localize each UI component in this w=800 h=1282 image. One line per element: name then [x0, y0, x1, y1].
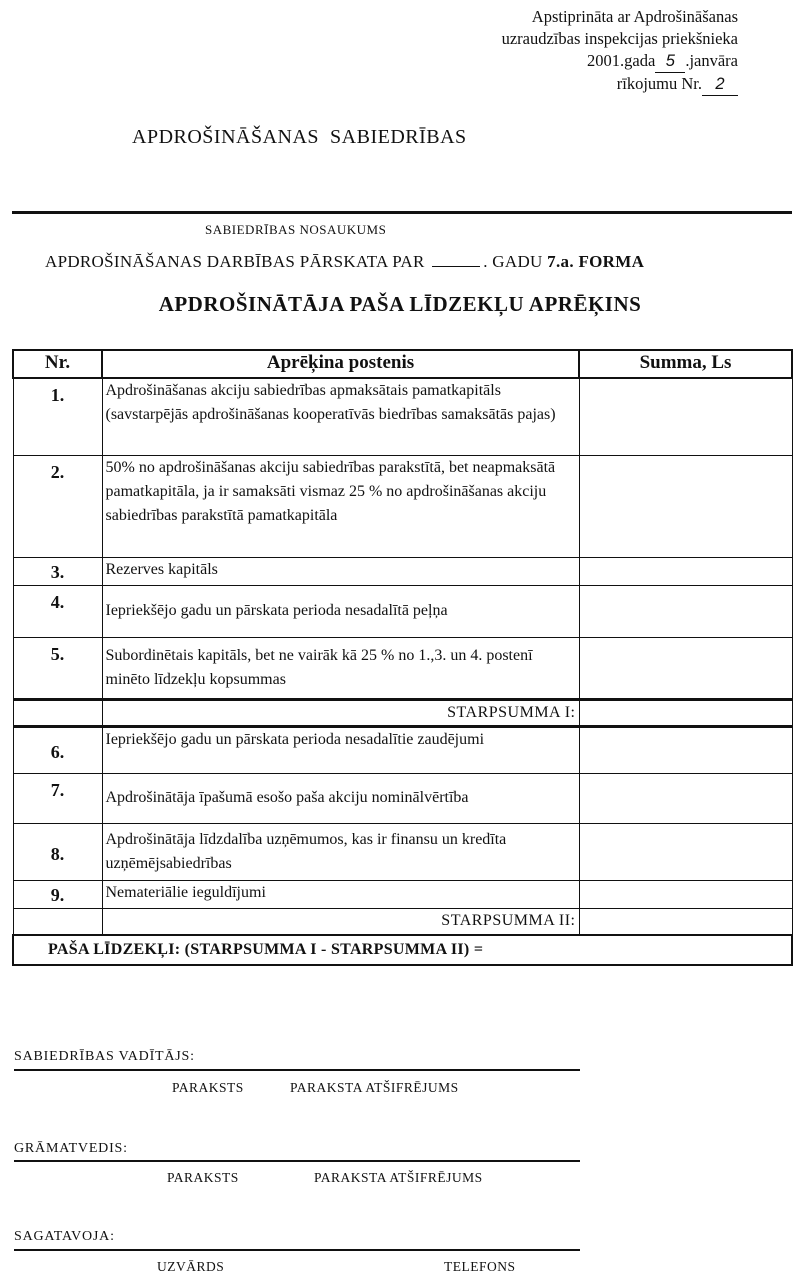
row-text: Iepriekšējo gadu un pārskata perioda nesadalītā peļņa	[102, 585, 579, 637]
report-line	[45, 252, 644, 272]
row-number: 9.	[13, 880, 102, 908]
calculation-table	[12, 349, 793, 966]
approval-month: .janvāra	[685, 51, 738, 70]
preparer-phone-caption: TELEFONS	[444, 1259, 516, 1274]
form-number: 7.a.	[547, 252, 574, 271]
approval-year: 2001.gada	[587, 51, 656, 70]
approval-line-1: Apstiprināta ar Apdrošināšanas	[531, 7, 738, 26]
approval-day-field: 5	[655, 50, 685, 73]
head-signature-label: SABIEDRĪBAS VADĪTĀJS:	[14, 1049, 195, 1064]
table-row	[13, 726, 792, 773]
approval-order-prefix: rīkojumu Nr.	[616, 74, 702, 93]
accountant-signature-label: GRĀMATVEDIS:	[14, 1141, 128, 1156]
table-row	[13, 880, 792, 908]
form-word: FORMA	[578, 252, 645, 271]
table-row	[13, 557, 792, 585]
sum-cell-2[interactable]	[579, 455, 792, 557]
row-text: Nemateriālie ieguldījumi	[102, 880, 579, 908]
row-text: Apdrošinātāja līdzdalība uzņēmumos, kas ir finansu un kredīta uzņēmējsabiedrības	[102, 823, 579, 880]
subtotal-1-empty	[13, 699, 102, 726]
subtotal-2-cell[interactable]	[579, 908, 792, 935]
head-signature-line[interactable]	[14, 1069, 580, 1071]
approval-order-line	[440, 73, 738, 96]
subtotal-2-row	[13, 908, 792, 935]
total-row	[13, 935, 792, 965]
table-row	[13, 585, 792, 637]
accountant-signature-line[interactable]	[14, 1160, 580, 1162]
approval-block	[440, 6, 738, 96]
row-text: 50% no apdrošināšanas akciju sabiedrības parakstītā, bet neapmaksātā pamatkapitāla, ja ir samaksāti vismaz 25 % no apdrošināšanas akciju sabiedrības parakstītā pamatkapitāla	[102, 455, 579, 557]
row-text: Apdrošinātāja īpašumā esošo paša akciju nominālvērtība	[102, 773, 579, 823]
accountant-signature-caption: PARAKSTS	[167, 1170, 239, 1185]
row-number: 4.	[13, 585, 102, 637]
sum-cell-8[interactable]	[579, 823, 792, 880]
company-name-label: SABIEDRĪBAS NOSAUKUMS	[205, 222, 387, 237]
header-sum: Summa, Ls	[579, 350, 792, 378]
header-nr: Nr.	[13, 350, 102, 378]
accountant-signature-decoding-caption: PARAKSTA ATŠIFRĒJUMS	[314, 1170, 483, 1185]
row-text: Iepriekšējo gadu un pārskata perioda nesadalītie zaudējumi	[102, 726, 579, 773]
subtotal-1-cell[interactable]	[579, 699, 792, 726]
row-number: 6.	[13, 726, 102, 773]
row-text: Subordinētais kapitāls, bet ne vairāk kā 25 % no 1.,3. un 4. postenī minēto līdzekļu kopsummas	[102, 637, 579, 699]
total-label: PAŠA LĪDZEKĻI: (STARPSUMMA I - STARPSUMMA II) =	[13, 935, 792, 965]
table-row	[13, 455, 792, 557]
report-year-field[interactable]	[432, 266, 480, 267]
report-line-suffix: . GADU	[483, 252, 543, 271]
sum-cell-1[interactable]	[579, 378, 792, 455]
table-row	[13, 378, 792, 455]
company-name-line	[12, 211, 792, 214]
preparer-surname-caption: UZVĀRDS	[157, 1259, 225, 1274]
subtotal-1-row	[13, 699, 792, 726]
company-heading: APDROŠINĀŠANAS SABIEDRĪBAS	[132, 126, 467, 148]
row-text: Rezerves kapitāls	[102, 557, 579, 585]
approval-date-line	[440, 50, 738, 73]
sum-cell-5[interactable]	[579, 637, 792, 699]
page-title: APDROŠINĀTĀJA PAŠA LĪDZEKĻU APRĒĶINS	[158, 292, 642, 316]
table-header-row	[13, 350, 792, 378]
approval-line-2: uzraudzības inspekcijas priekšnieka	[501, 29, 738, 48]
preparer-label: SAGATAVOJA:	[14, 1229, 115, 1244]
sum-cell-4[interactable]	[579, 585, 792, 637]
report-line-prefix: APDROŠINĀŠANAS DARBĪBAS PĀRSKATA PAR	[45, 252, 425, 271]
head-signature-decoding-caption: PARAKSTA ATŠIFRĒJUMS	[290, 1080, 459, 1095]
row-number: 2.	[13, 455, 102, 557]
row-number: 7.	[13, 773, 102, 823]
head-signature-caption: PARAKSTS	[172, 1080, 244, 1095]
row-number: 3.	[13, 557, 102, 585]
table-row	[13, 637, 792, 699]
row-text: Apdrošināšanas akciju sabiedrības apmaksātais pamatkapitāls (savstarpējās apdrošināšanas kooperatīvās biedrības samaksātās pajas)	[102, 378, 579, 455]
table-row	[13, 823, 792, 880]
row-number: 8.	[13, 823, 102, 880]
row-number: 1.	[13, 378, 102, 455]
sum-cell-9[interactable]	[579, 880, 792, 908]
table-row	[13, 773, 792, 823]
header-item: Aprēķina postenis	[102, 350, 579, 378]
sum-cell-3[interactable]	[579, 557, 792, 585]
approval-order-number-field: 2	[702, 73, 738, 96]
subtotal-2-empty	[13, 908, 102, 935]
row-number: 5.	[13, 637, 102, 699]
subtotal-1-label: STARPSUMMA I:	[102, 699, 579, 726]
preparer-line[interactable]	[14, 1249, 580, 1251]
sum-cell-6[interactable]	[579, 726, 792, 773]
sum-cell-7[interactable]	[579, 773, 792, 823]
subtotal-2-label: STARPSUMMA II:	[102, 908, 579, 935]
